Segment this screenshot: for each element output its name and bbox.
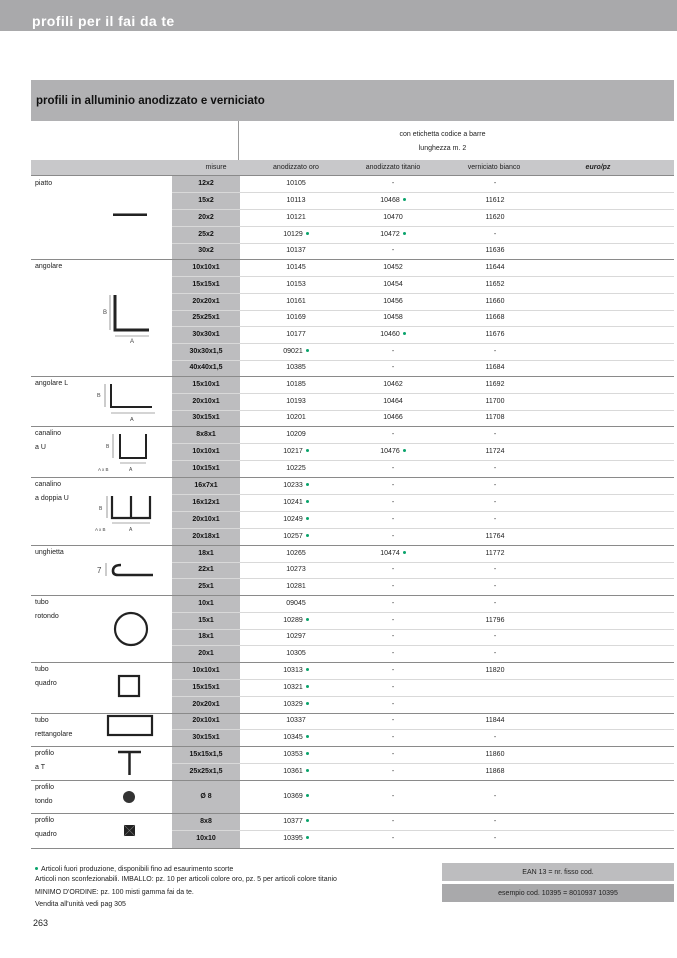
footer-note-discontinued: Articoli fuori produzione, disponibili fino ad esaurimento scorte: [35, 866, 233, 873]
cell-titanio: -: [391, 818, 395, 825]
cell-misure: 10x15x1: [192, 465, 220, 472]
double-u-icon-label-a: A: [129, 527, 133, 533]
cell-bianco: 11772: [485, 550, 505, 557]
cell-oro: 10305: [286, 650, 306, 657]
cell-misure: 15x1: [198, 617, 214, 624]
cell-oro: 10281: [286, 583, 306, 590]
group-divider: [31, 259, 674, 260]
cell-oro: 10225: [286, 465, 306, 472]
profile-name: profilo: [35, 784, 55, 791]
profile-name: profilo: [35, 817, 55, 824]
cell-titanio: -: [391, 516, 395, 523]
cell-titanio: 10460: [353, 331, 433, 338]
col-header-titanio: anodizzato titanio: [365, 164, 421, 171]
discontinued-dot-icon: [306, 735, 309, 738]
cell-titanio: -: [391, 566, 395, 573]
row-divider: [172, 243, 674, 244]
cell-oro: 10361: [256, 768, 336, 775]
group-divider: [31, 746, 674, 747]
cell-misure: 40x40x1,5: [189, 364, 223, 371]
cell-titanio: 10474: [353, 550, 433, 557]
footer-note-packaging: Articoli non sconfezionabili. IMBALLO: pz. 10 per articoli colore oro, pz. 5 per articoli colore titanio: [35, 876, 337, 883]
profile-name: tondo: [35, 798, 53, 805]
cell-bianco: -: [493, 348, 497, 355]
cell-oro: 10321: [256, 684, 336, 691]
profile-name: rettangolare: [35, 731, 73, 738]
cell-bianco: -: [493, 818, 497, 825]
cell-oro: 10201: [286, 414, 306, 421]
u-icon-label-a: A: [129, 467, 133, 473]
row-divider: [172, 310, 674, 311]
profile-name: a T: [35, 764, 45, 771]
cell-oro: 10345: [256, 734, 336, 741]
lip-icon-label: 7: [97, 566, 102, 575]
profile-name: a U: [35, 444, 46, 451]
cell-misure: 30x30x1,5: [189, 348, 223, 355]
row-divider: [172, 343, 674, 344]
row-divider: [172, 696, 674, 697]
discontinued-dot-icon: [403, 232, 406, 235]
cell-oro: 10329: [256, 701, 336, 708]
row-divider: [172, 410, 674, 411]
round-tube-icon: [115, 613, 147, 645]
profile-name: tubo: [35, 717, 49, 724]
cell-bianco: -: [493, 793, 497, 800]
row-divider: [172, 494, 674, 495]
square-rod-icon: [124, 825, 135, 836]
cell-misure: 20x2: [198, 214, 214, 221]
cell-titanio: 10454: [383, 281, 403, 288]
cell-oro: 09021: [256, 348, 336, 355]
profile-name: tubo: [35, 666, 49, 673]
cell-misure: Ø 8: [200, 793, 212, 800]
row-divider: [172, 645, 674, 646]
discontinued-dot-icon: [306, 794, 309, 797]
cell-misure: 25x25x1: [192, 314, 220, 321]
group-divider: [31, 595, 674, 596]
profile-name: rotondo: [35, 613, 59, 620]
u-icon-label-axb: A x B: [98, 467, 109, 472]
group-divider: [31, 780, 674, 781]
angle-profile-icon: [103, 295, 149, 345]
discontinued-dot-icon: [403, 449, 406, 452]
double-u-icon-label-b: B: [99, 506, 103, 512]
row-divider: [172, 729, 674, 730]
cell-oro: 10121: [286, 214, 306, 221]
discontinued-dot-icon: [306, 517, 309, 520]
cell-misure: 30x2: [198, 247, 214, 254]
cell-oro: 10385: [286, 364, 306, 371]
profile-name: quadro: [35, 831, 57, 838]
cell-bianco: -: [493, 482, 497, 489]
footer-note-minimum-order: MINIMO D'ORDINE: pz. 100 misti gamma fai da te.: [35, 889, 194, 896]
discontinued-dot-icon: [306, 668, 309, 671]
cell-misure: 30x15x1: [192, 414, 220, 421]
cell-titanio: 10466: [383, 414, 403, 421]
profile-name: unghietta: [35, 549, 64, 556]
u-channel-icon: [98, 434, 146, 473]
page-title: profili per il fai da te: [32, 13, 175, 29]
col-header-prezzo: euro/pz: [585, 164, 611, 171]
cell-titanio: 10464: [383, 398, 403, 405]
group-divider: [31, 426, 674, 427]
cell-titanio: 10456: [383, 298, 403, 305]
cell-misure: 10x10x1: [192, 264, 220, 271]
cell-titanio: -: [391, 650, 395, 657]
cell-misure: 12x2: [198, 180, 214, 187]
cell-titanio: -: [391, 701, 395, 708]
cell-oro: 10297: [286, 633, 306, 640]
discontinued-dot-icon: [306, 449, 309, 452]
cell-misure: 20x20x1: [192, 701, 220, 708]
row-divider: [172, 612, 674, 613]
table-header: [31, 160, 674, 175]
col-header-bianco: verniciato bianco: [467, 164, 521, 171]
cell-bianco: 11620: [485, 214, 505, 221]
cell-bianco: 11676: [485, 331, 505, 338]
row-divider: [172, 679, 674, 680]
row-divider: [172, 293, 674, 294]
cell-misure: 30x30x1: [192, 331, 220, 338]
cell-bianco: -: [493, 734, 497, 741]
cell-oro: 10145: [286, 264, 306, 271]
discontinued-dot-icon: [306, 534, 309, 537]
group-divider: [31, 813, 674, 814]
cell-oro: 09045: [286, 600, 306, 607]
table-bottom-border: [31, 848, 674, 849]
cell-misure: 10x10x1: [192, 667, 220, 674]
cell-misure: 18x1: [198, 633, 214, 640]
row-divider: [172, 393, 674, 394]
cell-oro: 10353: [256, 751, 336, 758]
cell-misure: 10x10: [196, 835, 216, 842]
discontinued-dot-icon: [306, 769, 309, 772]
cell-bianco: 11868: [485, 768, 505, 775]
cell-titanio: -: [391, 751, 395, 758]
row-divider: [172, 511, 674, 512]
cell-bianco: -: [493, 633, 497, 640]
cell-misure: 20x18x1: [192, 533, 220, 540]
cell-titanio: -: [391, 482, 395, 489]
cell-misure: 15x2: [198, 197, 214, 204]
cell-oro: 10209: [286, 431, 306, 438]
cell-oro: 10217: [256, 448, 336, 455]
cell-misure: 10x1: [198, 600, 214, 607]
discontinued-dot-icon: [306, 685, 309, 688]
cell-misure: 25x2: [198, 231, 214, 238]
discontinued-dot-icon: [35, 867, 38, 870]
cell-misure: 15x15x1: [192, 684, 220, 691]
row-divider: [172, 578, 674, 579]
header-divider: [238, 121, 239, 160]
cell-titanio: -: [391, 364, 395, 371]
cell-misure: 8x8x1: [196, 431, 216, 438]
cell-misure: 25x1: [198, 583, 214, 590]
cell-oro: 10241: [256, 499, 336, 506]
row-divider: [172, 226, 674, 227]
profile-name: a doppia U: [35, 495, 69, 502]
cell-bianco: 11684: [485, 364, 505, 371]
cell-bianco: -: [493, 600, 497, 607]
cell-bianco: -: [493, 180, 497, 187]
profile-name: angolare: [35, 263, 63, 270]
col-header-oro: anodizzato oro: [273, 164, 319, 171]
profile-name: profilo: [35, 750, 55, 757]
cell-oro: 10395: [256, 835, 336, 842]
section-title: profili in alluminio anodizzato e verniciato: [36, 95, 265, 107]
group-divider: [31, 662, 674, 663]
cell-titanio: -: [391, 348, 395, 355]
cell-misure: 15x10x1: [192, 381, 220, 388]
cell-oro: 10177: [286, 331, 306, 338]
group-divider: [31, 713, 674, 714]
discontinued-dot-icon: [306, 232, 309, 235]
cell-bianco: -: [493, 465, 497, 472]
cell-bianco: -: [493, 583, 497, 590]
cell-bianco: 11708: [485, 414, 505, 421]
cell-bianco: 11644: [485, 264, 505, 271]
cell-oro: 10265: [286, 550, 306, 557]
cell-oro: 10289: [256, 617, 336, 624]
discontinued-dot-icon: [306, 819, 309, 822]
cell-bianco: 11652: [485, 281, 505, 288]
cell-titanio: -: [391, 768, 395, 775]
cell-bianco: 11860: [485, 751, 505, 758]
cell-oro: 10153: [286, 281, 306, 288]
profile-name: canalino: [35, 481, 62, 488]
group-divider: [31, 376, 674, 377]
section-header-bar: [31, 80, 674, 121]
row-divider: [172, 562, 674, 563]
rectangular-tube-icon: [108, 716, 152, 735]
row-divider: [172, 276, 674, 277]
cell-oro: 10161: [286, 298, 306, 305]
row-divider: [172, 830, 674, 831]
cell-misure: 30x15x1: [192, 734, 220, 741]
cell-titanio: -: [391, 533, 395, 540]
cell-titanio: -: [391, 617, 395, 624]
cell-oro: 10377: [256, 818, 336, 825]
profile-name: tubo: [35, 599, 49, 606]
ean-example-box: esempio cod. 10395 = 8010937 10395: [442, 884, 674, 902]
cell-titanio: -: [391, 465, 395, 472]
u-icon-label-b: B: [106, 444, 110, 450]
cell-titanio: -: [391, 180, 395, 187]
cell-oro: 10337: [286, 717, 306, 724]
l-angle-icon-label-a: A: [130, 417, 134, 423]
cell-bianco: 11796: [485, 617, 505, 624]
cell-oro: 10105: [286, 180, 306, 187]
square-tube-icon: [119, 676, 139, 696]
page-number: 263: [33, 918, 49, 928]
row-divider: [172, 209, 674, 210]
flat-bar-icon: [113, 213, 147, 216]
page-header-bar: [0, 0, 677, 31]
profile-name: angolare L: [35, 380, 69, 387]
cell-titanio: 10462: [383, 381, 403, 388]
group-divider: [31, 545, 674, 546]
cell-misure: 8x8: [200, 818, 212, 825]
cell-oro: 10273: [286, 566, 306, 573]
cell-bianco: 11692: [485, 381, 505, 388]
cell-misure: 15x15x1,5: [189, 751, 223, 758]
cell-bianco: -: [493, 431, 497, 438]
cell-misure: 18x1: [198, 550, 214, 557]
cell-oro: 10369: [256, 793, 336, 800]
cell-misure: 16x7x1: [194, 482, 218, 489]
cell-misure: 15x15x1: [192, 281, 220, 288]
cell-misure: 25x25x1,5: [189, 768, 223, 775]
row-divider: [172, 192, 674, 193]
cell-bianco: -: [493, 499, 497, 506]
col-header-misure: misure: [205, 164, 227, 171]
cell-misure: 20x10x1: [192, 717, 220, 724]
discontinued-dot-icon: [306, 618, 309, 621]
cell-bianco: 11612: [485, 197, 505, 204]
cell-misure: 16x12x1: [192, 499, 220, 506]
double-u-channel-icon: [95, 496, 150, 533]
labeling-note: con etichetta codice a barre: [399, 131, 486, 138]
profile-name: quadro: [35, 680, 57, 687]
cell-oro: 10137: [286, 247, 306, 254]
round-rod-icon: [123, 791, 135, 803]
cell-misure: 20x10x1: [192, 398, 220, 405]
discontinued-dot-icon: [403, 198, 406, 201]
angle-icon-label-a: A: [130, 339, 135, 345]
cell-bianco: -: [493, 516, 497, 523]
cell-oro: 10129: [256, 231, 336, 238]
discontinued-dot-icon: [403, 332, 406, 335]
cell-titanio: 10472: [353, 231, 433, 238]
row-divider: [172, 326, 674, 327]
cell-titanio: -: [391, 667, 395, 674]
cell-titanio: -: [391, 583, 395, 590]
discontinued-dot-icon: [306, 483, 309, 486]
group-divider: [31, 175, 674, 176]
discontinued-dot-icon: [306, 836, 309, 839]
cell-titanio: -: [391, 734, 395, 741]
cell-oro: 10169: [286, 314, 306, 321]
row-divider: [172, 460, 674, 461]
cell-titanio: -: [391, 600, 395, 607]
footer-note-unit-sale: Vendita all'unità vedi pag 305: [35, 901, 126, 908]
cell-titanio: -: [391, 684, 395, 691]
cell-titanio: -: [391, 835, 395, 842]
cell-bianco: -: [493, 566, 497, 573]
cell-titanio: 10476: [353, 448, 433, 455]
discontinued-dot-icon: [306, 349, 309, 352]
cell-misure: 20x1: [198, 650, 214, 657]
cell-titanio: -: [391, 431, 395, 438]
cell-oro: 10185: [286, 381, 306, 388]
cell-oro: 10193: [286, 398, 306, 405]
cell-titanio: 10468: [353, 197, 433, 204]
cell-titanio: 10458: [383, 314, 403, 321]
cell-bianco: 11700: [485, 398, 505, 405]
cell-bianco: 11820: [485, 667, 505, 674]
angle-icon-label-b: B: [103, 310, 108, 316]
cell-bianco: -: [493, 231, 497, 238]
cell-oro: 10233: [256, 482, 336, 489]
discontinued-dot-icon: [306, 500, 309, 503]
lip-profile-icon: [97, 563, 153, 576]
discontinued-dot-icon: [306, 702, 309, 705]
double-u-icon-label-axb: A x B: [95, 527, 106, 532]
cell-misure: 20x10x1: [192, 516, 220, 523]
cell-misure: 10x10x1: [192, 448, 220, 455]
cell-titanio: 10452: [383, 264, 403, 271]
row-divider: [172, 763, 674, 764]
cell-oro: 10249: [256, 516, 336, 523]
cell-bianco: 11660: [485, 298, 505, 305]
cell-bianco: 11724: [485, 448, 505, 455]
cell-titanio: -: [391, 793, 395, 800]
row-divider: [172, 629, 674, 630]
row-divider: [172, 528, 674, 529]
l-angle-icon-label-b: B: [97, 393, 101, 399]
profile-name: piatto: [35, 180, 53, 187]
discontinued-dot-icon: [306, 752, 309, 755]
ean-info-box: EAN 13 = nr. fisso cod.: [442, 863, 674, 881]
cell-bianco: 11636: [485, 247, 505, 254]
cell-titanio: 10470: [383, 214, 403, 221]
row-divider: [172, 443, 674, 444]
cell-titanio: -: [391, 499, 395, 506]
cell-titanio: -: [391, 247, 395, 254]
cell-titanio: -: [391, 633, 395, 640]
profile-name: canalino: [35, 430, 62, 437]
length-note: lunghezza m. 2: [418, 145, 467, 152]
cell-bianco: -: [493, 835, 497, 842]
l-angle-profile-icon: [97, 384, 155, 423]
cell-bianco: 11844: [485, 717, 505, 724]
group-divider: [31, 477, 674, 478]
row-divider: [172, 360, 674, 361]
cell-bianco: 11764: [485, 533, 505, 540]
discontinued-dot-icon: [403, 551, 406, 554]
cell-misure: 20x20x1: [192, 298, 220, 305]
cell-oro: 10113: [286, 197, 306, 204]
cell-bianco: 11668: [485, 314, 505, 321]
cell-oro: 10313: [256, 667, 336, 674]
cell-oro: 10257: [256, 533, 336, 540]
t-profile-icon: [118, 752, 141, 775]
cell-bianco: -: [493, 650, 497, 657]
cell-misure: 22x1: [198, 566, 214, 573]
cell-titanio: -: [391, 717, 395, 724]
